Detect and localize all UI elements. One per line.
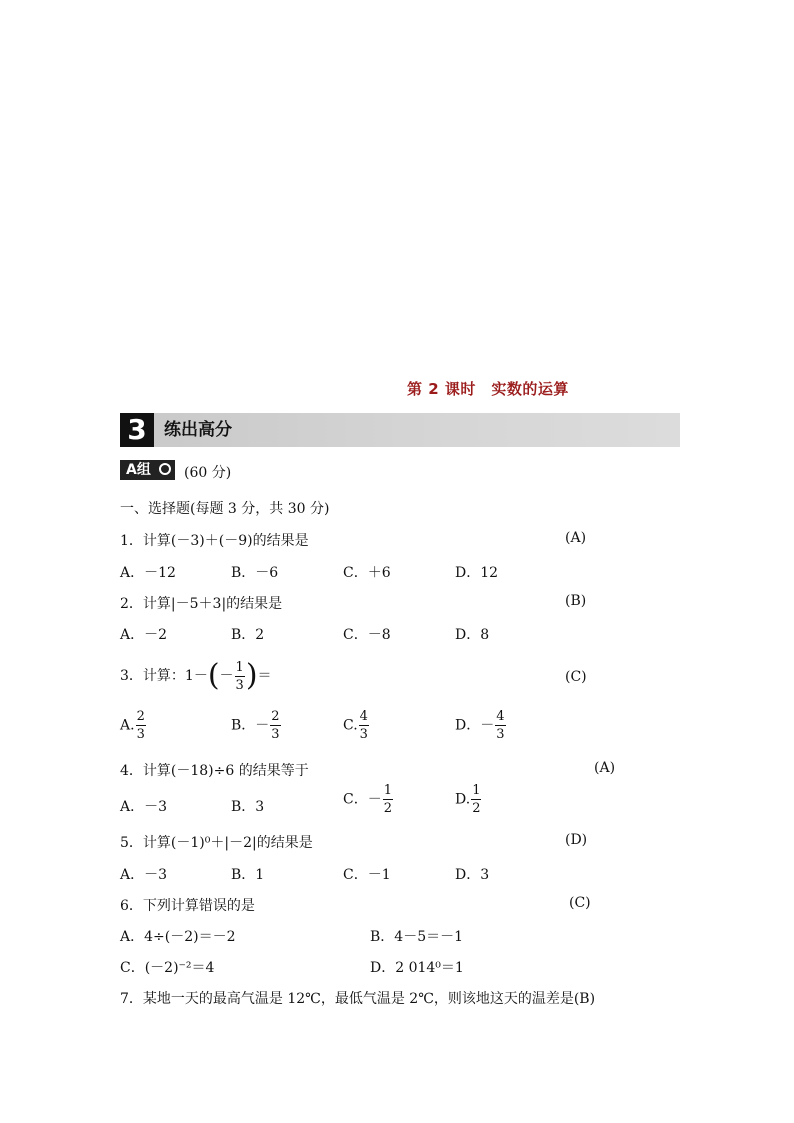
frac-num: 4 xyxy=(359,709,368,724)
q3-fraction xyxy=(235,661,245,692)
q3-option-c xyxy=(343,710,370,741)
q2-option-c: C．－8 xyxy=(343,627,391,643)
question-6-stem: 6．下列计算错误的是 xyxy=(120,898,255,914)
frac-den: 3 xyxy=(359,727,368,742)
q4-option-a: A．－3 xyxy=(120,799,168,815)
q3-option-a xyxy=(120,710,147,741)
q3-left-paren: ( xyxy=(207,658,220,693)
q3-frac-num: 1 xyxy=(235,659,244,675)
group-score: (60 分) xyxy=(184,465,232,481)
q3-option-b-prefix: B．－ xyxy=(231,717,270,734)
q6-option-d: D．2 014⁰＝1 xyxy=(370,960,464,976)
section-heading: 一、选择题(每题 3 分，共 30 分) xyxy=(120,501,330,517)
q4-option-b: B．3 xyxy=(231,799,265,815)
q5-option-d: D．3 xyxy=(455,867,490,883)
question-3-stem xyxy=(120,656,272,696)
frac-num: 4 xyxy=(496,709,505,724)
q4-option-c-prefix: C．－ xyxy=(343,791,382,808)
frac-num: 2 xyxy=(136,709,145,724)
q2-option-a: A．－2 xyxy=(120,627,168,643)
question-4-stem: 4．计算(－18)÷6 的结果等于 xyxy=(120,763,309,779)
question-4-answer: (A) xyxy=(594,760,616,776)
q3-option-b-fraction xyxy=(270,710,280,741)
section-banner xyxy=(120,413,680,447)
q4-option-c xyxy=(343,784,394,815)
q3-right-paren: ) xyxy=(245,658,258,693)
magnifier-icon xyxy=(159,463,171,475)
q1-option-d: D．12 xyxy=(455,565,499,581)
q6-option-b: B．4－5＝－1 xyxy=(370,929,464,945)
q3-option-d-fraction xyxy=(495,710,505,741)
q2-option-d: D．8 xyxy=(455,627,490,643)
lesson-title: 第 2 课时 实数的运算 xyxy=(407,380,569,398)
question-5-answer: (D) xyxy=(565,832,588,848)
frac-den: 3 xyxy=(496,727,505,742)
banner-number: 3 xyxy=(120,413,154,447)
q3-option-d xyxy=(455,710,507,741)
q3-stem-prefix: 3．计算：1－ xyxy=(120,668,208,684)
frac-den: 2 xyxy=(472,801,481,816)
frac-num: 1 xyxy=(383,783,392,798)
q1-option-b: B．－6 xyxy=(231,565,279,581)
banner-title: 练出高分 xyxy=(164,420,232,440)
question-5-stem: 5．计算(－1)⁰＋|－2|的结果是 xyxy=(120,835,313,851)
q3-option-b xyxy=(231,710,282,741)
frac-num: 2 xyxy=(271,709,280,724)
q3-option-c-prefix: C. xyxy=(343,717,358,734)
question-2-answer: (B) xyxy=(565,593,587,609)
q6-option-a: A．4÷(－2)＝－2 xyxy=(120,929,236,945)
question-6-answer: (C) xyxy=(569,895,591,911)
frac-den: 2 xyxy=(383,801,392,816)
q5-option-a: A．－3 xyxy=(120,867,168,883)
q1-option-a: A．－12 xyxy=(120,565,176,581)
q4-option-d-fraction xyxy=(471,784,481,815)
q1-option-c: C．＋6 xyxy=(343,565,391,581)
frac-num: 1 xyxy=(472,783,481,798)
q4-option-d-prefix: D. xyxy=(455,791,471,808)
question-7-stem: 7．某地一天的最高气温是 12℃，最低气温是 2℃，则该地这天的温差是(B) xyxy=(120,991,596,1007)
q3-option-c-fraction xyxy=(359,710,369,741)
group-badge xyxy=(120,460,175,480)
q4-option-d xyxy=(455,784,482,815)
q3-option-d-prefix: D．－ xyxy=(455,717,495,734)
q3-option-a-prefix: A. xyxy=(120,717,135,734)
group-label: A组 xyxy=(126,462,151,478)
question-3-answer: (C) xyxy=(565,669,587,685)
frac-den: 3 xyxy=(136,727,145,742)
q3-frac-den: 3 xyxy=(235,677,244,693)
question-1-stem: 1．计算(－3)＋(－9)的结果是 xyxy=(120,533,309,549)
q4-option-c-fraction xyxy=(383,784,393,815)
q3-option-a-fraction xyxy=(136,710,146,741)
frac-den: 3 xyxy=(271,727,280,742)
q6-option-c: C．(－2)⁻²＝4 xyxy=(120,960,215,976)
q5-option-c: C．－1 xyxy=(343,867,391,883)
question-2-stem: 2．计算|－5＋3|的结果是 xyxy=(120,596,283,612)
q3-equals: ＝ xyxy=(257,668,272,684)
question-1-answer: (A) xyxy=(565,530,587,546)
q2-option-b: B．2 xyxy=(231,627,265,643)
q5-option-b: B．1 xyxy=(231,867,265,883)
q3-minus: － xyxy=(219,668,234,684)
